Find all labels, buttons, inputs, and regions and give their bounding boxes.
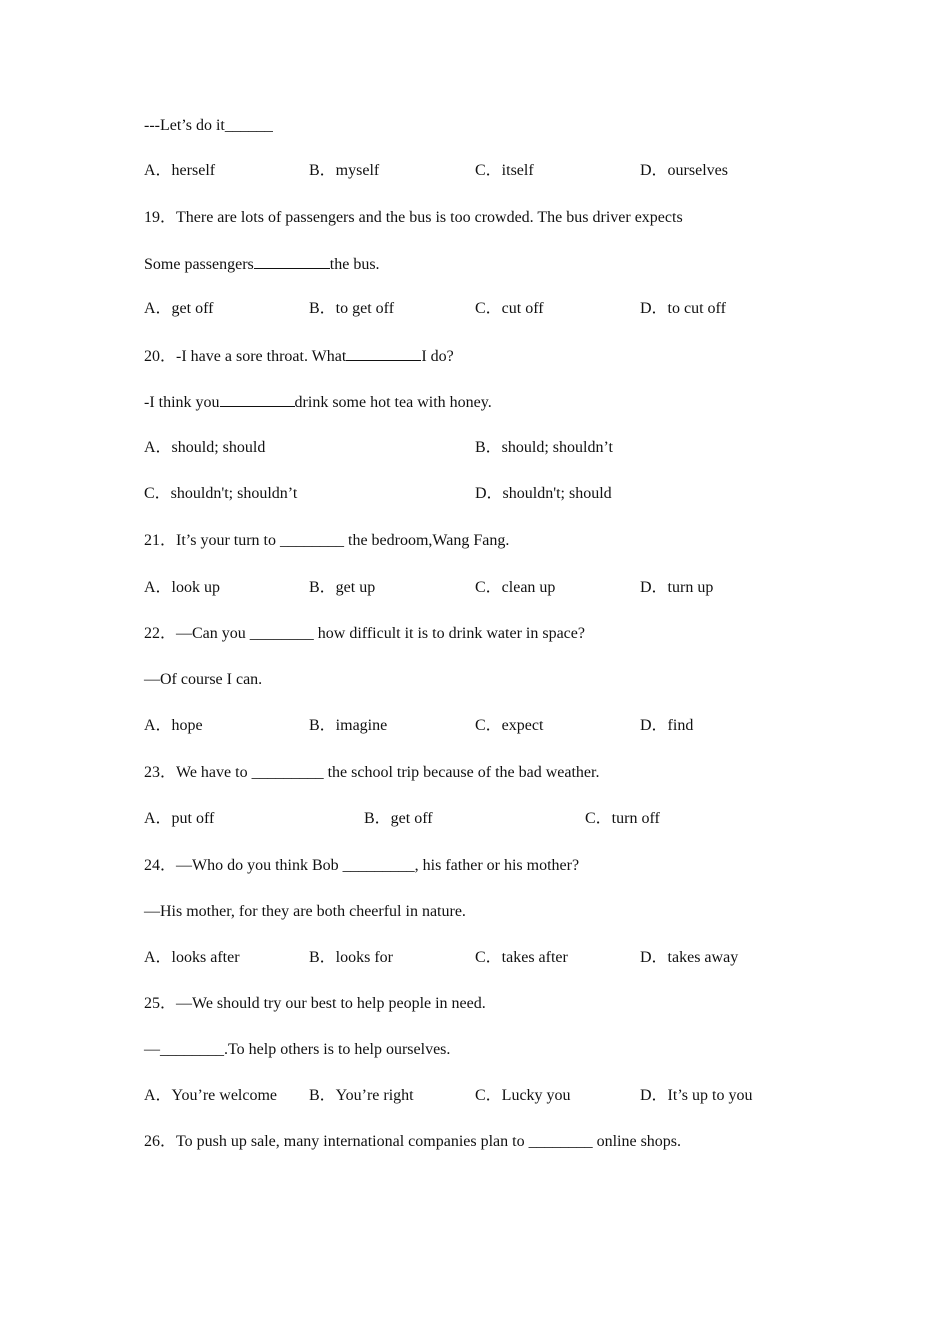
q20-option-d[interactable]: D．shouldn't; should: [475, 485, 612, 502]
q19-question-text: 19．There are lots of passengers and the bus is too crowded. The bus driver expects: [144, 209, 683, 226]
q19-option-c[interactable]: C．cut off: [475, 300, 544, 317]
q19-question-line2: [144, 254, 380, 275]
q25-option-b[interactable]: B．You’re right: [309, 1087, 414, 1104]
q25-option-c[interactable]: C．Lucky you: [475, 1087, 571, 1104]
q20-text-before-blank-2: -I think you: [144, 394, 220, 411]
q25-option-a[interactable]: A．You’re welcome: [144, 1087, 278, 1104]
q20-answer-blank-1: [346, 346, 421, 361]
q21-option-a[interactable]: A．look up: [144, 579, 221, 596]
q21-option-b[interactable]: B．get up: [309, 579, 376, 596]
q22-dialogue-line: —Of course I can.: [144, 671, 263, 688]
q23-option-b[interactable]: B．get off: [364, 810, 433, 827]
q18-dialogue-line: ---Let’s do it______: [144, 117, 273, 134]
q19-answer-blank: [254, 254, 330, 269]
q20-option-b[interactable]: B．should; shouldn’t: [475, 439, 613, 456]
q19-text-after-blank: the bus.: [329, 256, 380, 273]
q24-dialogue-line: —His mother, for they are both cheerful in nature.: [144, 903, 466, 920]
q22-option-d[interactable]: D．find: [640, 717, 694, 734]
q23-option-c[interactable]: C．turn off: [585, 810, 660, 827]
q25-option-d[interactable]: D．It’s up to you: [640, 1087, 753, 1104]
q19-option-d[interactable]: D．to cut off: [640, 300, 726, 317]
q20-option-c[interactable]: C．shouldn't; shouldn’t: [144, 485, 298, 502]
q22-question-text: 22．—Can you ________ how difficult it is to drink water in space?: [144, 625, 585, 642]
q20-answer-blank-2: [220, 392, 295, 407]
q23-option-a[interactable]: A．put off: [144, 810, 215, 827]
q20-text-after-blank-1: I do?: [421, 348, 454, 365]
q25-dialogue-line: —________.To help others is to help ourselves.: [144, 1041, 451, 1058]
q24-question-text: 24．—Who do you think Bob _________, his father or his mother?: [144, 857, 580, 874]
q20-option-a[interactable]: A．should; should: [144, 439, 266, 456]
q21-option-c[interactable]: C．clean up: [475, 579, 556, 596]
q26-question-text: 26．To push up sale, many international companies plan to ________ online shops.: [144, 1133, 682, 1150]
q20-question-line2: [144, 392, 492, 413]
q24-option-b[interactable]: B．looks for: [309, 949, 394, 966]
q23-question-text: 23．We have to _________ the school trip because of the bad weather.: [144, 764, 600, 781]
q22-option-a[interactable]: A．hope: [144, 717, 203, 734]
q22-option-c[interactable]: C．expect: [475, 717, 544, 734]
q21-question-text: 21．It’s your turn to ________ the bedroom,Wang Fang.: [144, 532, 510, 549]
q18-option-a[interactable]: A．herself: [144, 162, 216, 179]
q20-text-after-blank-2: drink some hot tea with honey.: [294, 394, 492, 411]
q18-option-c[interactable]: C．itself: [475, 162, 534, 179]
q24-option-d[interactable]: D．takes away: [640, 949, 739, 966]
q24-option-c[interactable]: C．takes after: [475, 949, 568, 966]
q24-option-a[interactable]: A．looks after: [144, 949, 240, 966]
q18-option-b[interactable]: B．myself: [309, 162, 380, 179]
q20-text-before-blank-1: 20．-I have a sore throat. What: [144, 348, 347, 365]
q20-question-line1: [144, 346, 454, 367]
q19-text-before-blank: Some passengers: [144, 256, 254, 273]
q25-question-text: 25．—We should try our best to help people in need.: [144, 995, 486, 1012]
q19-option-a[interactable]: A．get off: [144, 300, 214, 317]
q22-option-b[interactable]: B．imagine: [309, 717, 388, 734]
q21-option-d[interactable]: D．turn up: [640, 579, 714, 596]
q18-option-d[interactable]: D．ourselves: [640, 162, 728, 179]
q19-option-b[interactable]: B．to get off: [309, 300, 395, 317]
